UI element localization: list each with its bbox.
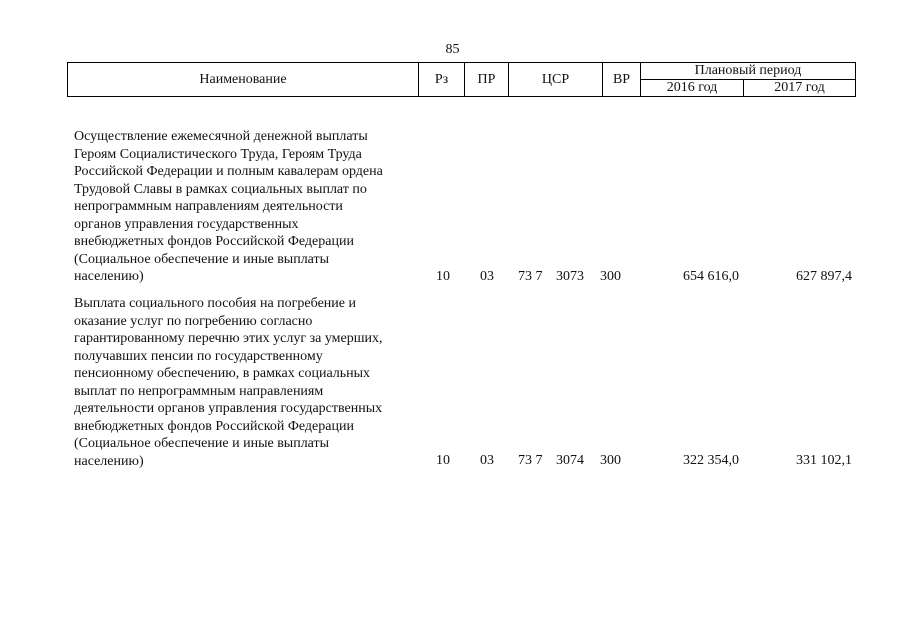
row-name-line: получавших пенсии по государственному (74, 348, 323, 364)
row-amount-2016: 654 616,0 (683, 269, 739, 284)
row-rz: 10 (436, 453, 450, 468)
header-year-2017: 2017 год (774, 80, 825, 95)
row-name-line: (Социальное обеспечение и иные выплаты (74, 251, 330, 267)
row-name-line: Героям Социалистического Труда, Героям Труда (74, 146, 362, 162)
row-name (74, 128, 414, 286)
row-name-line: органов управления государственных (74, 216, 299, 232)
row-rz: 10 (436, 269, 450, 284)
row-name-line: Выплата социального пособия на погребение и (74, 296, 356, 311)
row-name-line: деятельности органов управления государственных (74, 401, 383, 416)
row-amount-2017: 331 102,1 (796, 453, 852, 468)
header-plan-title: Плановый период (641, 63, 855, 80)
row-csr-program: 73 7 (518, 269, 543, 284)
table-header (67, 62, 856, 97)
row-pr: 03 (480, 453, 494, 468)
header-pr: ПР (465, 63, 509, 96)
row-csr-code: 3073 (556, 269, 584, 284)
row-name-line: пенсионному обеспечению, в рамках социальных (74, 366, 371, 381)
row-vr: 300 (600, 269, 621, 284)
page-number: 85 (445, 42, 460, 57)
row-name-line: Российской Федерации и полным кавалерам ордена (74, 164, 383, 179)
row-name-line: оказание услуг по погребению согласно (74, 313, 313, 329)
header-year-2016: 2016 год (641, 80, 744, 96)
row-name-line: внебюджетных фондов Российской Федерации (74, 234, 354, 249)
header-vr: ВР (603, 63, 641, 96)
row-name-line: внебюджетных фондов Российской Федерации (74, 418, 354, 434)
row-name-line: выплат по непрограммным направлениям (74, 383, 324, 399)
header-csr: ЦСР (509, 63, 603, 96)
row-name-line: (Социальное обеспечение и иные выплаты (74, 436, 330, 451)
row-vr: 300 (600, 453, 621, 468)
row-name-line: гарантированному перечню этих услуг за умерших, (74, 331, 383, 346)
row-name-line: непрограммным направлениям деятельности (74, 199, 343, 214)
header-plan-period (641, 63, 855, 96)
row-name-line: населению) (74, 453, 144, 469)
row-name-line: Трудовой Славы в рамках социальных выплат по (74, 181, 367, 197)
row-pr: 03 (480, 269, 494, 284)
row-amount-2017: 627 897,4 (796, 269, 852, 284)
row-name (74, 295, 414, 470)
row-csr-program: 73 7 (518, 453, 543, 468)
row-amount-2016: 322 354,0 (683, 453, 739, 468)
header-rz: Рз (419, 63, 465, 96)
row-csr-code: 3074 (556, 453, 584, 468)
row-name-line: Осуществление ежемесячной денежной выплаты (74, 129, 368, 144)
row-name-line: населению) (74, 269, 144, 284)
header-name: Наименование (68, 63, 419, 96)
